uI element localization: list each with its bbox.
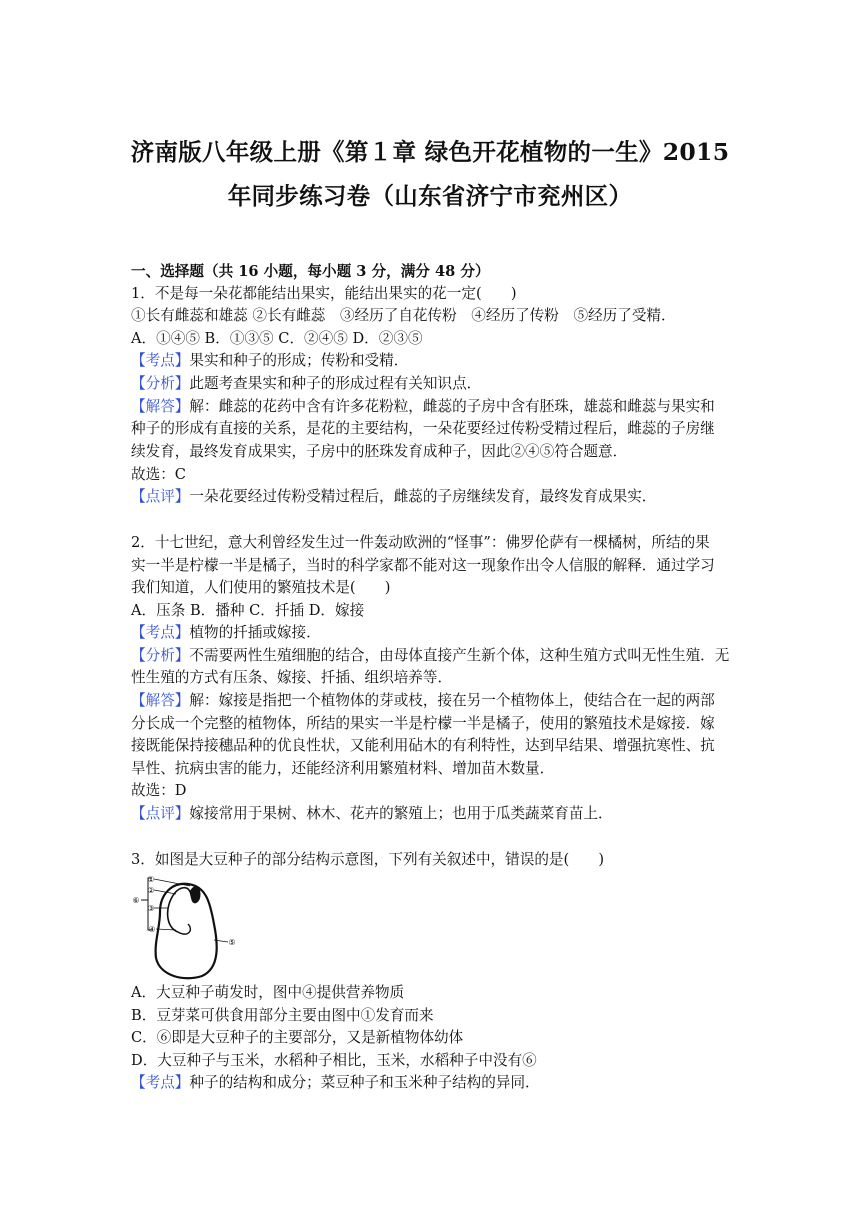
q2-jieda-line-3: 接既能保持接穗品种的优良性状，又能利用砧木的有利特性，达到早结果、增强抗寒性、抗 [131,737,715,754]
figure-label: ③ [147,904,155,913]
q3-kaodian-text: 种子的结构和成分；菜豆种子和玉米种子结构的异同． [189,1074,540,1091]
q1-stem: 1．不是每一朵花都能结出果实，能结出果实的花一定( ) [131,285,517,302]
q2-dianping [131,803,613,825]
q3-stem: 3．如图是大豆种子的部分结构示意图，下列有关叙述中，错误的是( ) [131,851,605,868]
fenxi-tag: 【分析】 [131,647,190,664]
q1-answer: 故选：C [131,466,186,483]
section-heading: 一、选择题（共 16 小题，每小题 3 分，满分 48 分） [131,263,490,280]
q3-option-c: C．⑥即是大豆种子的主要部分，又是新植物体幼体 [131,1029,464,1046]
q2-jieda-line-2: 分长成一个完整的植物体，所结的果实一半是柠檬一半是橘子，使用的繁殖技术是嫁接．嫁 [131,715,715,732]
q1-kaodian [131,350,408,372]
q1-dianping-text: 一朵花要经过传粉受精过程后，雌蕊的子房继续发育，最终发育成果实． [189,488,657,505]
q3-option-a: A．大豆种子萌发时，图中④提供营养物质 [131,984,405,1001]
jieda-tag: 【解答】 [131,398,190,415]
q2-options: A．压条 B．播种 C．扦插 D．嫁接 [131,602,365,619]
q1-jieda-text-1: 解：雌蕊的花药中含有许多花粉粒，雌蕊的子房中含有胚珠，雄蕊和雌蕊与果实和 [189,398,715,415]
radicle [178,924,190,934]
q1-options: A．①④⑤ B．①③⑤ C．②④⑤ D．②③⑤ [131,330,423,347]
fenxi-tag: 【分析】 [131,375,190,392]
q2-fenxi-line-2: 性生殖的方式有压条、嫁接、扦插、组织培养等． [131,669,453,686]
jieda-tag: 【解答】 [131,692,190,709]
q2-fenxi [131,645,729,667]
kaodian-tag: 【考点】 [131,1074,190,1091]
dianping-tag: 【点评】 [131,805,190,822]
q1-fenxi [131,373,481,395]
figure-label: ④ [148,925,156,934]
q2-stem-line-3: 我们知道，人们使用的繁殖技术是( ) [131,579,391,596]
q2-jieda [131,690,715,712]
document-title-line-2: 年同步练习卷（山东省济宁市兖州区） [227,182,633,210]
kaodian-tag: 【考点】 [131,624,190,641]
q1-kaodian-text: 果实和种子的形成；传粉和受精． [189,352,409,369]
q2-jieda-text-1: 解：嫁接是指把一个植物体的芽或枝，接在另一个植物体上，使结合在一起的两部 [189,692,715,709]
figure-label: ⑤ [228,938,236,947]
soybean-seed-diagram [130,872,242,984]
q1-items: ①长有雌蕊和雄蕊 ②长有雌蕊 ③经历了自花传粉 ④经历了传粉 ⑤经历了受精． [131,307,676,324]
q1-dianping [131,486,656,508]
kaodian-tag: 【考点】 [131,352,190,369]
q2-stem-line-2: 实一半是柠檬一半是橘子，当时的科学家都不能对这一现象作出令人信服的解释．通过学习 [131,557,715,574]
q2-dianping-text: 嫁接常用于果树、林木、花卉的繁殖上；也用于瓜类蔬菜育苗上． [189,805,613,822]
q2-kaodian [131,622,321,644]
document-title-line-1: 济南版八年级上册《第１章 绿色开花植物的一生》2015 [130,138,730,166]
q2-answer: 故选：D [131,782,187,799]
q1-jieda-line-2: 种子的形成有直接的关系，是花的主要结构，一朵花要经过传粉受精过程后，雌蕊的子房继 [131,420,715,437]
embryo-axis [168,888,190,932]
q2-jieda-line-4: 旱性、抗病虫害的能力，还能经济利用繁殖材料、增加苗木数量． [131,760,555,777]
seed-coat-outline [156,884,217,978]
q2-fenxi-text-1: 不需要两性生殖细胞的结合，由母体直接产生新个体，这种生殖方式叫无性生殖．无 [189,647,730,664]
q3-kaodian [131,1072,540,1094]
q3-option-d: D．大豆种子与玉米，水稻种子相比，玉米，水稻种子中没有⑥ [131,1052,537,1069]
q2-kaodian-text: 植物的扦插或嫁接． [189,624,321,641]
q2-stem-line-1: 2．十七世纪，意大利曾经发生过一件轰动欧洲的“怪事”：佛罗伦萨有一棵橘树，所结的果 [131,534,710,551]
figure-label: ⑥ [132,896,140,905]
plumule [190,887,200,903]
figure-label: ① [147,875,155,884]
dianping-tag: 【点评】 [131,488,190,505]
q3-option-b: B．豆芽菜可供食用部分主要由图中①发育而来 [131,1007,434,1024]
q1-fenxi-text: 此题考查果实和种子的形成过程有关知识点． [189,375,482,392]
q1-jieda-line-3: 续发育，最终发育成果实，子房中的胚珠发育成种子，因此②④⑤符合题意． [131,443,628,460]
q1-jieda [131,396,715,418]
figure-label: ② [147,886,155,895]
